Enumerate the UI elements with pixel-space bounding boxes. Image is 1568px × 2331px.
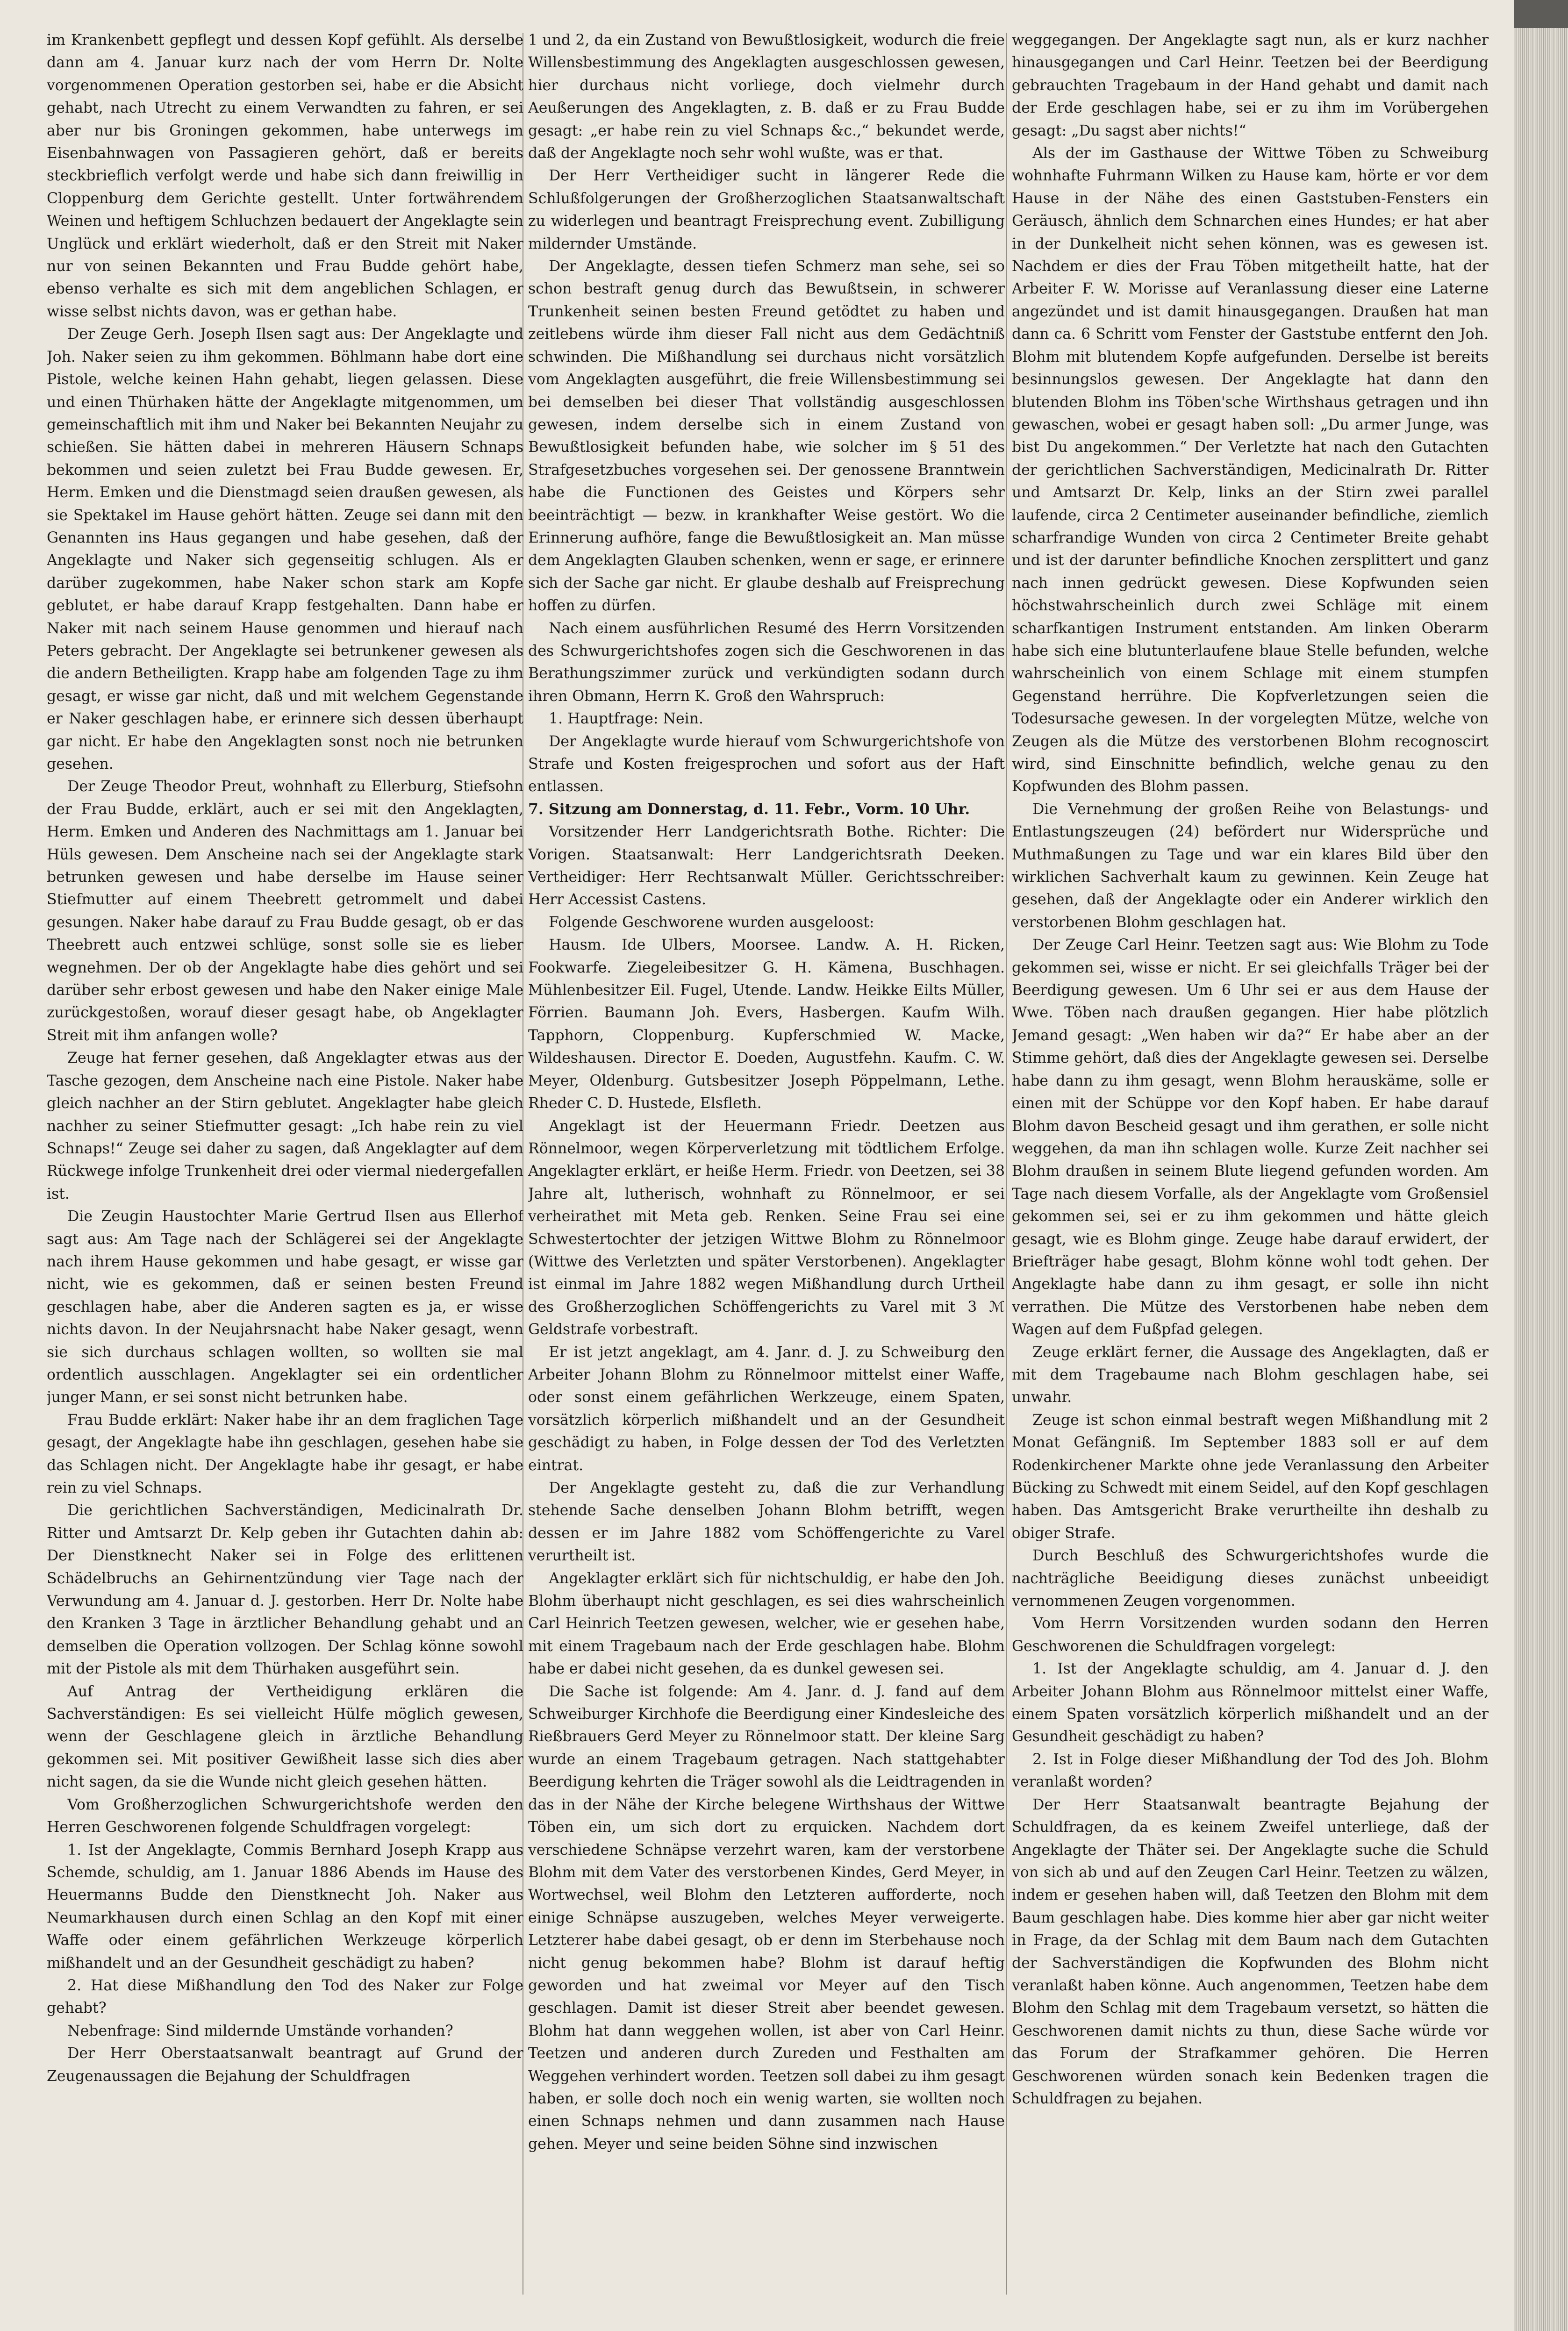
paragraph: Die Vernehmung der großen Reihe von Belastungs- und Entlastungszeugen (24) befördert nur Widersprüche und Muthmaßungen zu Tage und war ein klares Bild über den wirklichen Sachverhalt kaum zu gewinnen. Kein Zeuge hat gesehen, daß der Angeklagte oder ein Anderer wirklich den verstorbenen Blohm geschlagen hat. bbox=[1012, 801, 1489, 931]
paragraph: Nebenfrage: Sind mildernde Umstände vorhanden? bbox=[67, 2022, 453, 2039]
paragraph: Durch Beschluß des Schwurgerichtshofes wurde die nachträgliche Beeidigung dieses zunächst unbeeidigt vernommenen Zeugen vorgenommen. bbox=[1012, 1547, 1489, 1610]
paragraph: Der Angeklagte wurde hierauf vom Schwurgerichtshofe von Strafe und Kosten freigesprochen und sofort aus der Haft entlassen. bbox=[528, 733, 1005, 795]
paragraph: Der Herr Vertheidiger sucht in längerer Rede die Schlußfolgerungen der Großherzoglichen Staatsanwaltschaft zu widerlegen und beantragt Freisprechung event. Zubilligung mildernder Umstände. bbox=[528, 167, 1005, 252]
text-column-3 bbox=[1012, 29, 1489, 2300]
verdict-paragraph: 1. Hauptfrage: Nein. bbox=[549, 710, 704, 728]
session-heading bbox=[528, 798, 1005, 821]
paragraph: Zeuge erklärt ferner, die Aussage des Angeklagten, daß er mit dem Tragebaume nach Blohm geschlagen habe, sei unwahr. bbox=[1012, 1344, 1489, 1406]
question-paragraph: 1. Ist der Angeklagte, Commis Bernhard Joseph Krapp aus Schemde, schuldig, am 1. Januar 1886 Abends im Hause des Heuermanns Budde den Dienstknecht Joh. Naker aus Neumarkhausen durch einen Schlag an den Kopf mit einer Waffe oder einem gefährlichen Werkzeuge körperlich mißhandelt und an der Gesundheit geschädigt zu haben? bbox=[47, 1841, 523, 1972]
paragraph: Zeuge ist schon einmal bestraft wegen Mißhandlung mit 2 Monat Gefängniß. Im September 1883 soll er auf dem Rodenkirchener Markte ohne jede Veranlassung den Arbeiter Bücking zu Schwedt mit einem Seidel, auf den Kopf geschlagen haben. Das Amtsgericht Brake verurtheilte ihn deshalb zu obiger Strafe. bbox=[1012, 1411, 1489, 1542]
paragraph: Er ist jetzt angeklagt, am 4. Janr. d. J. zu Schweiburg den Arbeiter Johann Blohm zu Rönnelmoor mittelst einer Waffe, oder sonst einem gefährlichen Werkzeuge, einem Spaten, vorsätzlich körperlich mißhandelt und an der Gesundheit geschädigt zu haben, in Folge dessen der Tod des Verletzten eintrat. bbox=[528, 1344, 1005, 1474]
paragraph: Angeklagter erklärt sich für nichtschuldig, er habe den Joh. Blohm überhaupt nicht geschlagen, es sei dies wahrscheinlich Carl Heinrich Teetzen gewesen, welcher, wie er gesehen habe, mit einem Tragebaum nach der Erde geschlagen habe. Blohm habe er dabei nicht gesehen, da es dunkel gewesen sei. bbox=[528, 1570, 1005, 1678]
column-divider bbox=[1006, 33, 1007, 2295]
question-paragraph: 1. Ist der Angeklagte schuldig, am 4. Januar d. J. den Arbeiter Johann Blohm aus Rönnelmoor mittelst einer Waffe, einem Spaten vorsätzlich körperlich mißhandelt und an der Gesundheit geschädigt zu haben? bbox=[1012, 1660, 1489, 1745]
paragraph: Folgende Geschworene wurden ausgeloost: bbox=[549, 914, 874, 931]
paragraph: Der Zeuge Gerh. Joseph Ilsen sagt aus: Der Angeklagte und Joh. Naker seien zu ihm gekommen. Böhlmann habe dort eine Pistole, welche keinen Hahn gehabt, liegen gelassen. Diese und einen Thürhaken hätte der Angeklagte mitgenommen, um gemeinschaftlich mit ihm und Naker bei Bekannten Neujahr zu schießen. Sie hätten dabei in mehreren Häusern Schnaps bekommen und seien zuletzt bei Frau Budde gewesen. Er, Herm. Emken und die Dienstmagd seien draußen gewesen, als sie Spektakel im Hause gehört hätten. Zeuge sei dann mit den Genannten ins Haus gegangen und habe gesehen, daß der Angeklagte und Naker sich gegenseitig schlugen. Als er darüber zugekommen, habe Naker schon stark am Kopfe geblutet, er habe darauf Krapp festgehalten. Dann habe er Naker mit nach seinem Hause genommen und hierauf nach Peters gebracht. Der Angeklagte sei betrunkener gewesen als die andern Betheiligten. Krapp habe am folgenden Tage zu ihm gesagt, er wisse gar nicht, daß und mit welchem Gegenstande er Naker geschlagen habe, er erinnere sich dessen überhaupt gar nicht. Er habe den Angeklagten sonst noch nie betrunken gesehen. bbox=[47, 326, 523, 772]
paragraph: im Krankenbett gepflegt und dessen Kopf gefühlt. Als derselbe dann am 4. Januar kurz nach der vom Herrn Dr. Nolte vorgenommenen Operation gestorben sei, habe er die Absicht gehabt, nach Utrecht zu einem Verwandten zu fahren, er sei aber nur bis Groningen gekommen, habe unterwegs im Eisenbahnwagen von Passagieren gehört, daß er bereits steckbrieflich verfolgt werde und habe sich dann freiwillig in Cloppenburg dem Gerichte gestellt. Unter fortwährendem Weinen und heftigem Schluchzen bedauert der Angeklagte sein Unglück und erklärt wiederholt, daß er den Streit mit Naker nur von seinen Bekannten und Frau Budde gehört habe, ebenso verhalte es sich mit dem angeblichen Schlagen, er wisse selbst nichts davon, was er gethan habe. bbox=[47, 32, 523, 320]
paragraph: Auf Antrag der Vertheidigung erklären die Sachverständigen: Es sei vielleicht Hülfe möglich gewesen, wenn der Geschlagene gleich in ärztliche Behandlung gekommen sei. Mit positiver Gewißheit lasse sich dies aber nicht sagen, da sie die Wunde nicht gleich gesehen hätten. bbox=[47, 1683, 523, 1791]
paragraph: 1 und 2, da ein Zustand von Bewußtlosigkeit, wodurch die freie Willensbestimmung des Angeklagten ausgeschlossen gewesen, hier durchaus nicht vorliege, doch vielmehr durch Aeußerungen des Angeklagten, z. B. daß er zu Frau Budde gesagt: „er habe rein zu viel Schnaps &c.,“ bekundet werde, daß der Angeklagte noch sehr wohl wußte, was er that. bbox=[528, 32, 1005, 162]
paragraph: Vorsitzender Herr Landgerichtsrath Bothe. Richter: Die Vorigen. Staatsanwalt: Herr Landgerichtsrath Deeken. Vertheidiger: Herr Rechtsanwalt Müller. Gerichtsschreiber: Herr Accessist Castens. bbox=[528, 823, 1005, 908]
text-column-1 bbox=[47, 29, 523, 2300]
paragraph: Zeuge hat ferner gesehen, daß Angeklagter etwas aus der Tasche gezogen, dem Anscheine nach eine Pistole. Naker habe gleich nachher an der Stirn geblutet. Angeklagter habe gleich nachher zu seiner Stiefmutter gesagt: „Ich habe rein zu viel Schnaps!“ Zeuge sei daher zu sagen, daß Angeklagter auf dem Rückwege infolge Trunkenheit drei oder viermal niedergefallen ist. bbox=[47, 1050, 523, 1202]
session-heading-text: 7. Sitzung am Donnerstag, d. 11. Febr., Vorm. 10 Uhr. bbox=[528, 800, 970, 818]
paragraph: Die gerichtlichen Sachverständigen, Medicinalrath Dr. Ritter und Amtsarzt Dr. Kelp geben ihr Gutachten dahin ab: Der Dienstknecht Naker sei in Folge des erlittenen Schädelbruchs an Gehirnentzündung vier Tage nach der Verwundung am 4. Januar d. J. gestorben. Herr Dr. Nolte habe den Kranken 3 Tage in ärztlicher Behandlung gehabt und an demselben die Operation vollzogen. Der Schlag könne sowohl mit der Pistole als mit dem Thürhaken ausgeführt sein. bbox=[47, 1502, 523, 1678]
paragraph: Der Zeuge Carl Heinr. Teetzen sagt aus: Wie Blohm zu Tode gekommen sei, wisse er nicht. Er sei gleichfalls Träger bei der Beerdigung gewesen. Um 6 Uhr sei er aus dem Hause der Wwe. Töben nach draußen gegangen. Hier habe plötzlich Jemand gesagt: „Wen haben wir da?“ Er habe aber an der Stimme gehört, daß dies der Angeklagte gewesen sei. Derselbe habe dann zu ihm gesagt, wenn Blohm herauskäme, solle er einen mit der Schüppe vor den Kopf haben. Er habe darauf Blohm davon Bescheid gesagt und ihm gerathen, er solle nicht weggehen, da man ihn schlagen wolle. Kurze Zeit nachher sei Blohm draußen in seinem Blute liegend gefunden worden. Am Tage nach diesem Vorfalle, als der Angeklagte vom Großensiel gekommen sei, sei er zu ihm gekommen und hätte gleich gesagt, wie es Blohm ginge. Zeuge habe darauf erwidert, der Briefträger habe gesagt, Blohm könne wohl todt gehen. Der Angeklagte habe dann zu ihm gesagt, er solle ihn nicht verrathen. Die Mütze des Verstorbenen habe neben dem Wagen auf dem Fußpfad gelegen. bbox=[1012, 937, 1489, 1338]
paragraph: Der Angeklagte, dessen tiefen Schmerz man sehe, sei so schon bestraft genug durch das Bewußtsein, in schwerer Trunkenheit seinen besten Freund getödtet zu haben und zeitlebens würde ihm dieser Fall nicht aus dem Gedächtniß schwinden. Die Mißhandlung sei durchaus nicht vorsätzlich vom Angeklagten ausgeführt, die freie Willensbestimmung sei bei demselben bei dieser That vollständig ausgeschlossen gewesen, indem derselbe sich in einem Zustand von Bewußtlosigkeit befunden habe, wie solcher im § 51 des Strafgesetzbuches vorgesehen sei. Der genossene Branntwein habe die Functionen des Geistes und Körpers sehr beeinträchtigt — bezw. in krankhafter Weise gestört. Wo die Erinnerung aufhöre, fange die Bewußtlosigkeit an. Man müsse dem Angeklagten Glauben schenken, wenn er sage, er erinnere sich der Sache gar nicht. Er glaube deshalb auf Freisprechung hoffen zu dürfen. bbox=[528, 258, 1005, 615]
paragraph: Der Herr Staatsanwalt beantragte Bejahung der Schuldfragen, da es keinem Zweifel unterliege, daß der Angeklagte der Thäter sei. Der Angeklagte suche die Schuld von sich ab und auf den Zeugen Carl Heinr. Teetzen zu wälzen, indem er gesehen haben will, daß Teetzen den Blohm mit dem Baum geschlagen habe. Dies komme hier aber gar nicht weiter in Frage, da der Schlag mit dem Baum nach dem Gutachten der Sachverständigen die Kopfwunden des Blohm nicht veranlaßt haben könne. Auch angenommen, Teetzen habe dem Blohm den Schlag mit dem Tragebaum versetzt, so hätten die Geschworenen damit nichts zu thun, diese Sache würde vor das Forum der Strafkammer gehören. Die Herren Geschworenen würden sonach kein Bedenken tragen die Schuldfragen zu bejahen. bbox=[1012, 1796, 1489, 2107]
text-column-2 bbox=[528, 29, 1005, 2300]
juror-list: Hausm. Ide Ulbers, Moorsee. Landw. A. H. Ricken, Fookwarfe. Ziegeleibesitzer G. H. Kämena, Buschhagen. Mühlenbesitzer Eil. Fugel, Utende. Landw. Heikke Eilts Müller, Förrien. Baumann Joh. Evers, Hasbergen. Kaufm Wilh. Tapphorn, Cloppenburg. Kupferschmied W. Macke, Wildeshausen. Director E. Doeden, Augustfehn. Kaufm. C. W. Meyer, Oldenburg. Gutsbesitzer Joseph Pöppelmann, Lethe. Rheder C. D. Hustede, Elsfleth. bbox=[528, 937, 1005, 1112]
book-page-edges bbox=[1514, 28, 1568, 2331]
paragraph: Vom Großherzoglichen Schwurgerichtshofe werden den Herren Geschworenen folgende Schuldfragen vorgelegt: bbox=[47, 1796, 523, 1836]
question-paragraph: 2. Hat diese Mißhandlung den Tod des Naker zur Folge gehabt? bbox=[47, 1977, 523, 2017]
paragraph: Der Zeuge Theodor Preut, wohnhaft zu Ellerburg, Stiefsohn der Frau Budde, erklärt, auch er sei mit den Angeklagten, Herm. Emken und Anderen des Nachmittags am 1. Januar bei Hüls gewesen. Dem Anscheine nach sei der Angeklagte stark betrunken gewesen und habe derselbe im Hause seiner Stiefmutter auf einem Theebrett getrommelt und dabei gesungen. Naker habe darauf zu Frau Budde gesagt, ob er das Theebrett auch entzwei schlüge, sonst solle sie es lieber wegnehmen. Der ob der Angeklagte habe dies gehört und sei darüber sehr erbost gewesen und habe den Naker einige Male zurückgestoßen, worauf dieser gesagt habe, ob Angeklagter Streit mit ihm anfangen wolle? bbox=[47, 778, 523, 1044]
paragraph: weggegangen. Der Angeklagte sagt nun, als er kurz nachher hinausgegangen und Carl Heinr. Teetzen bei der Beerdigung gebrauchten Tragebaum in der Hand gehabt und damit nach der Erde geschlagen habe, sei er zu ihm im Vorübergehen gesagt: „Du sagst aber nichts!“ bbox=[1012, 32, 1489, 139]
question-paragraph: 2. Ist in Folge dieser Mißhandlung der Tod des Joh. Blohm veranlaßt worden? bbox=[1012, 1751, 1489, 1791]
paragraph: Als der im Gasthause der Wittwe Töben zu Schweiburg wohnhafte Fuhrmann Wilken zu Hause kam, hörte er vor dem Hause in der Nähe des einen Gaststuben-Fensters ein Geräusch, ähnlich dem Schnarchen eines Hundes; er hat aber in der Dunkelheit nicht sehen können, was es gewesen ist. Nachdem er dies der Frau Töben mitgetheilt hatte, hat der Arbeiter F. W. Morisse auf Veranlassung dieser eine Laterne angezündet und ist damit hinausgegangen. Draußen hat man dann ca. 6 Schritt vom Fenster der Gaststube entfernt den Joh. Blohm mit blutendem Kopfe aufgefunden. Derselbe ist bereits besinnungslos gewesen. Der Angeklagte hat dann den blutenden Blohm ins Töben'sche Wirthshaus getragen und ihn gewaschen, wobei er gesagt haben soll: „Du armer Junge, was bist Du angekommen.“ Der Verletzte hat nach den Gutachten der gerichtlichen Sachverständigen, Medicinalrath Dr. Ritter und Amtsarzt Dr. Kelp, links an der Stirn zwei parallel laufende, circa 2 Centimeter auseinander befindliche, ziemlich scharfrandige Wunden von circa 2 Centimeter Breite gehabt und ist der darunter befindliche Knochen zersplittert und ganz nach innen gedrückt gewesen. Diese Kopfwunden seien höchstwahrscheinlich durch zwei Schläge mit einem scharfkantigen Instrument entstanden. Am linken Oberarm habe sich eine blutunterlaufene blaue Stelle befunden, welche wahrscheinlich von einem Schlage mit einem stumpfen Gegenstand herrühre. Die Kopfverletzungen seien die Todesursache gewesen. In der vorgelegten Mütze, welche von Zeugen als die Mütze des verstorbenen Blohm recognoscirt wird, sind Einschnitte befindlich, welche genau zu den Kopfwunden des Blohm passen. bbox=[1012, 145, 1489, 795]
book-gutter-shadow bbox=[1514, 0, 1568, 28]
paragraph: Der Angeklagte gesteht zu, daß die zur Verhandlung stehende Sache denselben Johann Blohm betrifft, wegen dessen er im Jahre 1882 vom Schöffengerichte zu Varel verurtheilt ist. bbox=[528, 1480, 1005, 1565]
paragraph: Frau Budde erklärt: Naker habe ihr an dem fraglichen Tage gesagt, der Angeklagte habe ihn geschlagen, gesehen habe sie das Schlagen nicht. Der Angeklagte habe ihr gesagt, er habe rein zu viel Schnaps. bbox=[47, 1411, 523, 1496]
paragraph: Der Herr Oberstaatsanwalt beantragt auf Grund der Zeugenaussagen die Bejahung der Schuldfragen bbox=[47, 2045, 523, 2085]
paragraph: Vom Herrn Vorsitzenden wurden sodann den Herren Geschworenen die Schuldfragen vorgelegt: bbox=[1012, 1615, 1489, 1655]
paragraph: Die Zeugin Haustochter Marie Gertrud Ilsen aus Ellerhof sagt aus: Am Tage nach der Schlägerei sei der Angeklagte nach ihrem Hause gekommen und habe gesagt, er wisse gar nicht, wie es gekommen, daß er seinen besten Freund geschlagen habe, aber die Anderen sagten es ja, er wisse nichts davon. In der Neujahrsnacht habe Naker gesagt, wenn sie sich durchaus schlagen wollten, so wollten sie mal ordentlich ausschlagen. Angeklagter sei ein ordentlicher junger Mann, er sei sonst nicht betrunken habe. bbox=[47, 1208, 523, 1406]
paragraph: Nach einem ausführlichen Resumé des Herrn Vorsitzenden des Schwurgerichtshofes zogen sich die Geschworenen in das Berathungszimmer zurück und verkündigten sodann durch ihren Obmann, Herrn K. Groß den Wahrspruch: bbox=[528, 620, 1005, 705]
paragraph: Angeklagt ist der Heuermann Friedr. Deetzen aus Rönnelmoor, wegen Körperverletzung mit tödtlichem Erfolge. Angeklagter erklärt, er heiße Herm. Friedr. von Deetzen, sei 38 Jahre alt, lutherisch, wohnhaft zu Rönnelmoor, er sei verheirathet mit Meta geb. Renken. Seine Frau sei eine Schwestertochter der jetzigen Wittwe Blohm zu Rönnelmoor (Wittwe des Verletzten und später Verstorbenen). Angeklagter ist einmal im Jahre 1882 wegen Mißhandlung durch Urtheil des Großherzoglichen Schöffengerichts zu Varel mit 3 ℳ Geldstrafe vorbestraft. bbox=[528, 1117, 1005, 1338]
paragraph: Die Sache ist folgende: Am 4. Janr. d. J. fand auf dem Schweiburger Kirchhofe die Beerdigung einer Kindesleiche des Rießbrauers Gerd Meyer zu Rönnelmoor statt. Der kleine Sarg wurde an einem Tragebaum getragen. Nach stattgehabter Beerdigung kehrten die Träger sowohl als die Leidtragenden in das in der Nähe der Kirche belegene Wirthshaus der Wittwe Töben ein, um sich dort zu erquicken. Nachdem dort verschiedene Schnäpse verzehrt waren, kam der verstorbene Blohm mit dem Vater des verstorbenen Kindes, Gerd Meyer, in Wortwechsel, weil Blohm den Letzteren aufforderte, noch einige Schnäpse auszugeben, welches Meyer verweigerte. Letzterer habe dabei gesagt, ob er denn im Sterbehause noch nicht genug bekommen habe? Blohm ist darauf heftig geworden und hat zweimal vor Meyer auf den Tisch geschlagen. Damit ist dieser Streit aber beendet gewesen. Blohm hat dann weggehen wollen, ist aber von Carl Heinr. Teetzen und anderen durch Zureden und Festhalten am Weggehen verhindert worden. Teetzen soll dabei zu ihm gesagt haben, er solle doch noch ein wenig warten, sie wollten noch einen Schnaps nehmen und dann zusammen nach Hause gehen. Meyer und seine beiden Söhne sind inzwischen bbox=[528, 1683, 1005, 2152]
